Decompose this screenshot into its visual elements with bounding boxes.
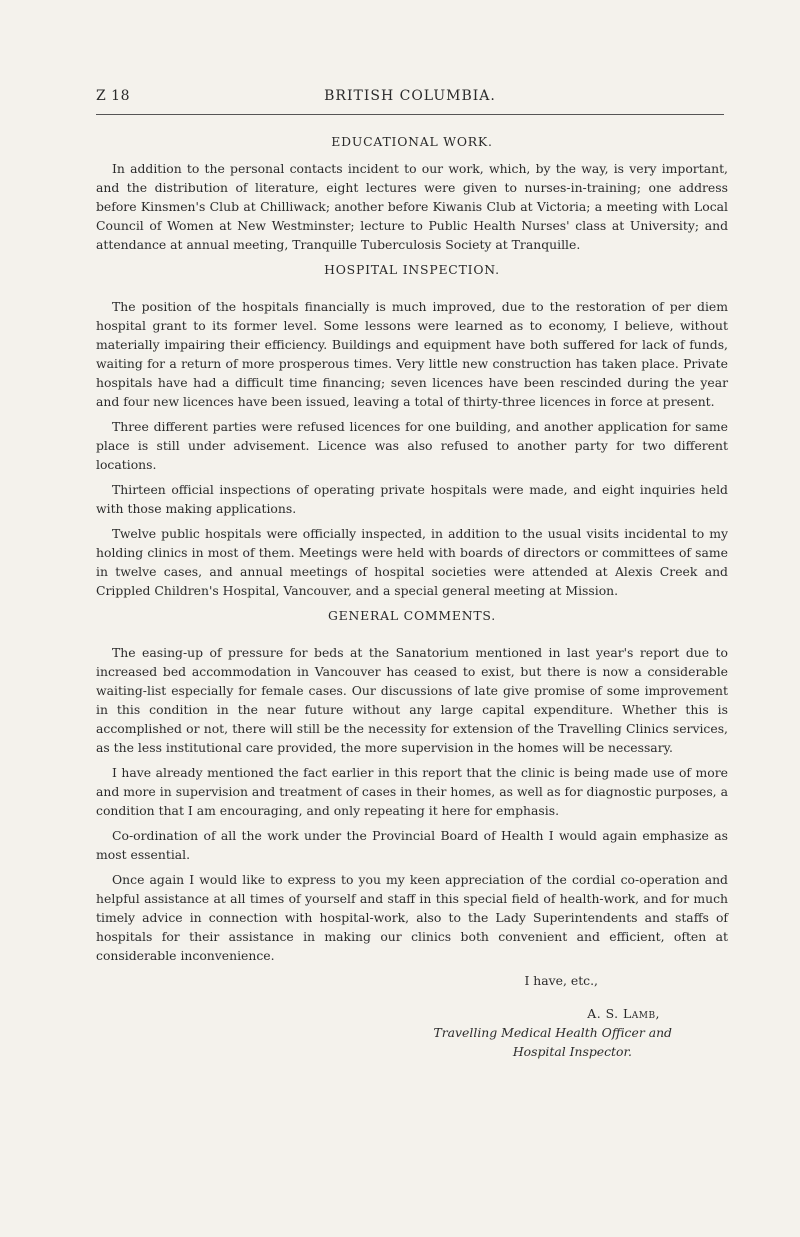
signer-title-line1: Travelling Medical Health Officer and — [433, 1025, 672, 1040]
signer-title-line2: Hospital Inspector. — [512, 1044, 632, 1059]
paragraph: Once again I would like to express to you my keen appreciation of the cordial co-operation and helpful assistance at all times of yourself and staff in this special field of health-work, and for much timely advice in connection with hospital-work, also to the Lady Superintendents and staffs of hospitals for their assistance in making our clinics both convenient and efficient, often at considerable inconvenience. — [96, 872, 728, 963]
body-text — [96, 124, 728, 1061]
paragraph: Twelve public hospitals were officially inspected, in addition to the usual visits incidental to my holding clinics in most of them. Meetings were held with boards of directors or committees of same in twelve cases, and annual meetings of hospital societies were attended at Alexis Creek and Crippled Children's Hospital, Vancouver, and a special general meeting at Mission. — [96, 526, 728, 598]
section-heading-educational: EDUCATIONAL WORK. — [331, 134, 493, 149]
paragraph: Three different parties were refused licences for one building, and another application for same place is still under advisement. Licence was also refused to another party for two different locations. — [96, 419, 728, 472]
running-head — [96, 88, 724, 108]
header-rule — [96, 114, 724, 115]
paragraph: The easing-up of pressure for beds at the Sanatorium mentioned in last year's report due to increased bed accommodation in Vancouver has ceased to exist, but there is now a considerable waiting-list especially for female cases. Our discussions of late give promise of some improvement in this condition in the near future without any large capital expenditure. Whether this is accomplished or not, there will still be the necessity for extension of the Travelling Clinics services, as the less institutional care provided, the more supervision in the homes will be necessary. — [96, 645, 728, 755]
paragraph: Thirteen official inspections of operating private hospitals were made, and eight inquiries held with those making applications. — [96, 482, 728, 516]
paragraph: Co-ordination of all the work under the Provincial Board of Health I would again emphasize as most essential. — [96, 828, 728, 862]
page-number: Z 18 — [96, 88, 130, 104]
paragraph: The position of the hospitals financially is much improved, due to the restoration of per diem hospital grant to its former level. Some lessons were learned as to economy, I believe, without materially impairing their efficiency. Buildings and equipment have both suffered for lack of funds, waiting for a return of more prosperous times. Very little new construction has taken place. Private hospitals have had a difficult time financing; seven licences have been rescinded during the year and four new licences have been issued, leaving a total of thirty-three licences in force at present. — [96, 299, 728, 409]
paragraph: In addition to the personal contacts incident to our work, which, by the way, is very important, and the distribution of literature, eight lectures were given to nurses-in-training; one address before Kinsmen's Club at Chilliwack; another before Kiwanis Club at Victoria; a meeting with Local Council of Women at New Westminster; lecture to Public Health Nurses' class at University; and attendance at annual meeting, Tranquille Tuberculosis Society at Tranquille. — [96, 161, 728, 252]
paragraph: I have already mentioned the fact earlier in this report that the clinic is being made use of more and more in supervision and treatment of cases in their homes, as well as for diagnostic purposes, a condition that I am encouraging, and only repeating it here for emphasis. — [96, 765, 728, 818]
section-heading-general: GENERAL COMMENTS. — [327, 608, 497, 623]
signer-name: A. S. Lamb, — [587, 1006, 660, 1021]
section-heading-hospital: HOSPITAL INSPECTION. — [324, 262, 500, 277]
running-title: BRITISH COLUMBIA. — [324, 88, 496, 104]
closing-phrase: I have, etc., — [524, 973, 598, 988]
